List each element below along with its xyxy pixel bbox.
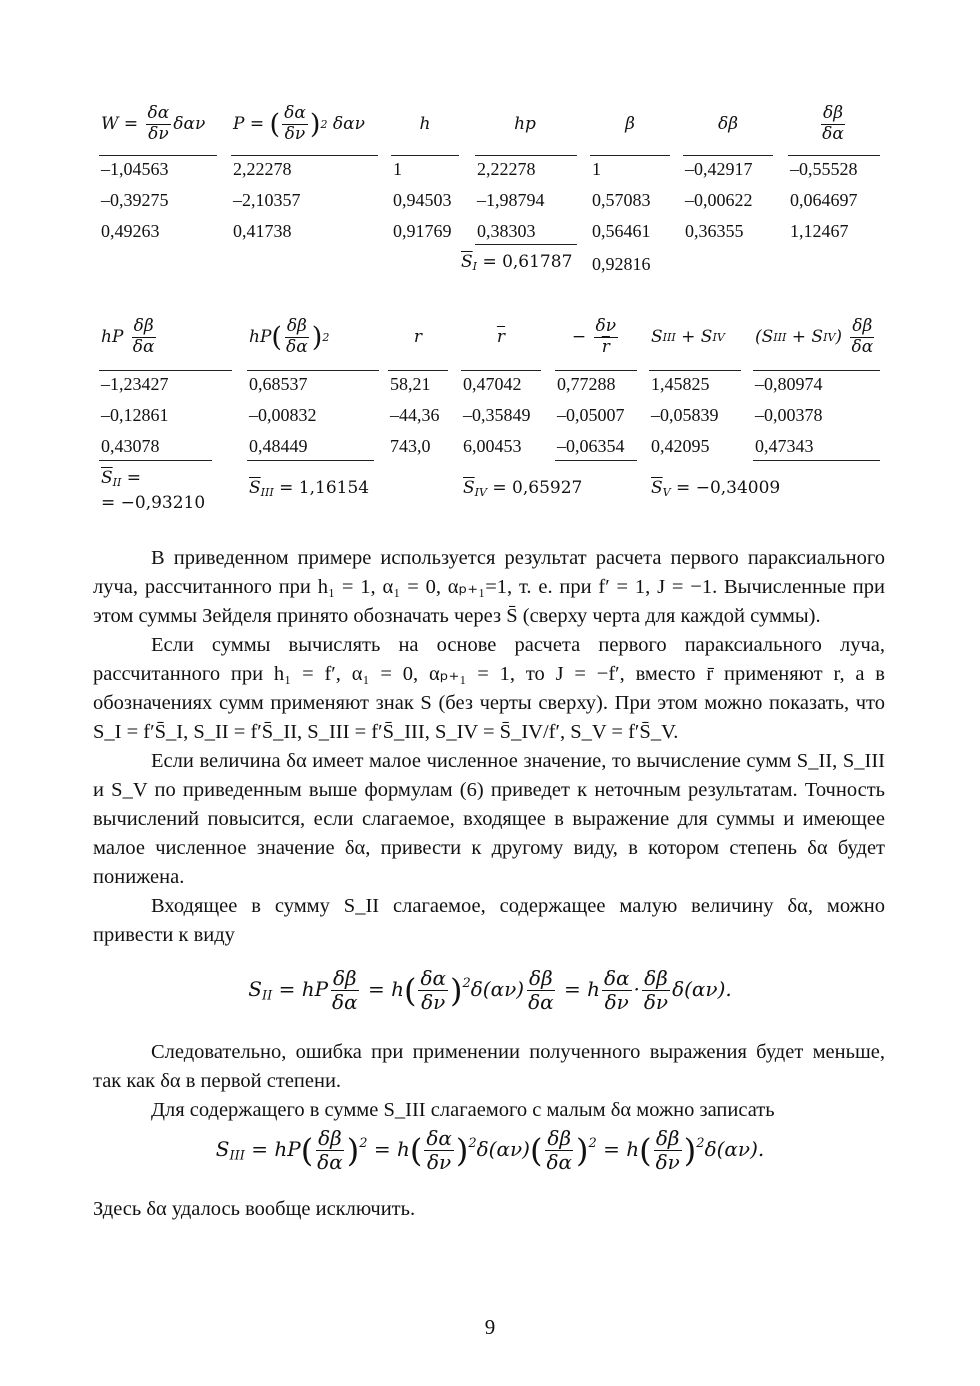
paragraph-7: Здесь δα удалось вообще исключить.: [93, 1198, 416, 1220]
paragraph-6: Для содержащего в сумме S_III слагаемого с малым δα можно записать: [151, 1099, 775, 1121]
t2-r1-c5: 0,77288: [557, 374, 616, 394]
sum-s2: $\overline{S}_{II}$ = = −0,93210: [101, 468, 206, 513]
t2-r3-c6: 0,42095: [651, 436, 710, 456]
t1-r3-c1: 0,49263: [101, 221, 160, 241]
t2-r2-c1: –0,12861: [101, 405, 169, 425]
t2-r1-c2: 0,68537: [249, 374, 308, 394]
t1-r2-c1: –0,39275: [101, 190, 169, 210]
body-text-1: [93, 544, 885, 950]
formula-s3: $S_{III} = hP$( $\frac{\delta\beta}{\delta\alpha}$ )$^2$ = h( $\frac{\delta\alpha}{\delta\nu}$ )$^2$δ(αν)( $\frac{\delta\beta}{\delta\alpha}$ )$^2$ = h( $\frac{\delta\beta}{\delta\nu}$ )$^2$δ(αν).: [215, 1126, 765, 1174]
t2-r3-c4: 6,00453: [463, 436, 522, 456]
header-r: r: [413, 327, 423, 347]
sum-s1: $\overline{S}_I = 0,61787$: [461, 252, 573, 273]
paragraph-1: В приведенном примере используется результат расчета первого параксиального луча, рассчитанного при h₁ = 1, α₁ = 0, αₚ₊₁=1, т. е. при f′ = 1, J = −1. Вычисленные при этом суммы Зейделя принято обозначать через S̄ (сверху черта для каждой суммы).: [93, 547, 885, 627]
body-text-2: [93, 1038, 885, 1125]
t1-r1-c2: 2,22278: [233, 159, 292, 179]
paragraph-3: Если величина δα имеет малое численное значение, то вычисление сумм S_II, S_III и S_V по приведенным выше формулам (6) приведет к неточным результатам. Точность вычислений повысится, если слагаемое, входящее в выражение для суммы и имеющее малое численное значение δα, привести к другому виду, в котором степень δα будет понижена.: [93, 750, 885, 888]
header-p: P = ( $\frac{\delta\alpha}{\delta\nu}$ ) 2 δαν: [233, 102, 365, 144]
table-1-header: [93, 95, 885, 155]
sum-s5: $\overline{S}_V = -0,34009$: [651, 478, 781, 499]
header-w: W = $\frac{\delta\alpha}{\delta\nu}$ δαν: [101, 102, 206, 144]
t2-r2-c2: –0,00832: [249, 405, 317, 425]
table-2-header: [93, 308, 885, 368]
t2-r1-c6: 1,45825: [651, 374, 710, 394]
header-dbeta: δβ: [717, 114, 739, 134]
t2-r1-c1: –1,23427: [101, 374, 169, 394]
t1-r1-c7: –0,55528: [790, 159, 858, 179]
t2-r2-c5: –0,05007: [557, 405, 625, 425]
t1-r1-c1: –1,04563: [101, 159, 169, 179]
t1-r3-c7: 1,12467: [790, 221, 849, 241]
t1-r2-c4: –1,98794: [477, 190, 545, 210]
header-hp-dbeta-sq: hP ( $\frac{\delta\beta}{\delta\alpha}$ ) 2: [249, 315, 330, 357]
header-dnu-rbar: − $\frac{\delta\nu}{r}$: [571, 315, 617, 357]
t1-extra-value: 0,92816: [592, 254, 651, 274]
t2-r1-c4: 0,47042: [463, 374, 522, 394]
t1-r3-c3: 0,91769: [393, 221, 452, 241]
t2-r1-c7: –0,80974: [755, 374, 823, 394]
t1-r2-c5: 0,57083: [592, 190, 651, 210]
t1-r1-c4: 2,22278: [477, 159, 536, 179]
t1-r3-c4: 0,38303: [477, 221, 536, 241]
page-number: 9: [484, 1315, 496, 1339]
header-beta: β: [625, 114, 635, 134]
header-s3-s4-dbeta: (S III + S IV ) $\frac{\delta\beta}{\delta\alpha}$: [755, 315, 874, 357]
paragraph-5: Следовательно, ошибка при применении полученного выражения будет меньше, так как δα в первой степени.: [93, 1041, 885, 1092]
t1-r1-c5: 1: [592, 159, 601, 179]
t1-r3-c5: 0,56461: [592, 221, 651, 241]
sum-s4: $\overline{S}_{IV} = 0,65927$: [463, 478, 583, 499]
header-h: h: [419, 114, 431, 134]
t2-r2-c7: –0,00378: [755, 405, 823, 425]
t1-r3-c6: 0,36355: [685, 221, 744, 241]
formula-s2: $S_{II}$ = hP $\frac{\delta\beta}{\delta\alpha}$ = h( $\frac{\delta\alpha}{\delta\nu}$ )$^2$δ(αν) $\frac{\delta\beta}{\delta\alpha}$ = h $\frac{\delta\alpha}{\delta\nu}$ · $\frac{\delta\beta}{\delta\nu}$ δ(αν).: [248, 966, 732, 1014]
t2-r1-c3: 58,21: [390, 374, 431, 394]
t2-r2-c6: –0,05839: [651, 405, 719, 425]
t2-r3-c3: 743,0: [390, 436, 431, 456]
t2-r3-c1: 0,43078: [101, 436, 160, 456]
t1-r2-c6: –0,00622: [685, 190, 753, 210]
t1-r2-c7: 0,064697: [790, 190, 858, 210]
t1-r3-c2: 0,41738: [233, 221, 292, 241]
t2-r3-c7: 0,47343: [755, 436, 814, 456]
paragraph-4: Входящее в сумму S_II слагаемое, содержащее малую величину δα, можно привести к виду: [93, 895, 885, 946]
t2-r3-c5: –0,06354: [557, 436, 625, 456]
header-rbar: $\overline{r}$: [496, 327, 506, 347]
t2-r2-c4: –0,35849: [463, 405, 531, 425]
table-1: [93, 95, 885, 285]
paragraph-2: Если суммы вычислять на основе расчета первого параксиального луча, рассчитанного при h₁ = f′, α₁ = 0, αₚ₊₁ = 1, то J = −f′, вместо r̄ применяют r, а в обозначениях сумм применяют знак S (без черты сверху). При этом можно показать, что S_I = f′S̄_I, S_II = f′S̄_II, S_III = f′S̄_III, S_IV = S̄_IV/f′, S_V = f′S̄_V.: [93, 634, 885, 743]
sum-s3: $\overline{S}_{III} = 1,16154$: [249, 478, 370, 499]
t2-r2-c3: –44,36: [390, 405, 440, 425]
header-hp-dbeta: hP $\frac{\delta\beta}{\delta\alpha}$: [101, 315, 155, 357]
t2-r3-c2: 0,48449: [249, 436, 308, 456]
t1-r2-c3: 0,94503: [393, 190, 452, 210]
table-2: [93, 308, 885, 518]
t1-r1-c3: 1: [393, 159, 402, 179]
header-s3-s4: S III + S IV: [651, 327, 725, 347]
body-text-3: [93, 1195, 885, 1224]
t1-r2-c2: –2,10357: [233, 190, 301, 210]
t1-r1-c6: –0,42917: [685, 159, 753, 179]
header-dbeta-dalpha: $\frac{\delta\beta}{\delta\alpha}$: [822, 102, 844, 144]
header-hp: hp: [514, 114, 536, 134]
